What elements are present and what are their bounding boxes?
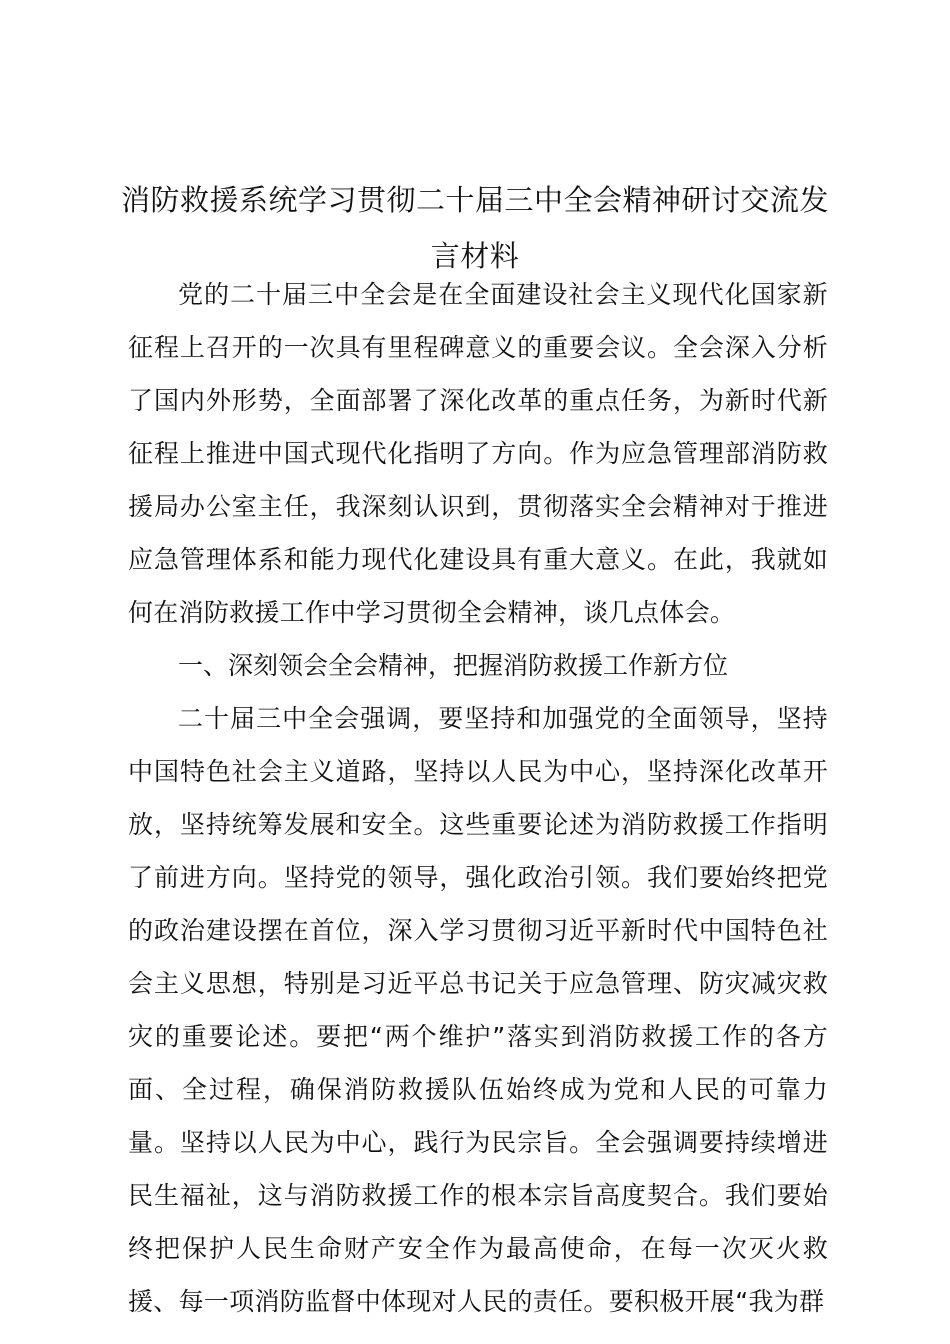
- section-1-paragraph: 二十届三中全会强调，要坚持和加强党的全面领导，坚持中国特色社会主义道路，坚持以人民为中心，坚持深化改革开放，坚持统筹发展和安全。这些重要论述为消防救援工作指明了前进方向。坚持党的领导，强化政治引领。我们要始终把党的政治建设摆在首位，深入学习贯彻习近平新时代中国特色社会主义思想，特别是习近平总书记关于应急管理、防灾减灾救灾的重要论述。要把“两个维护”落实到消防救援工作的各方面、全过程，确保消防救援队伍始终成为党和人民的可靠力量。坚持以人民为中心，践行为民宗旨。全会强调要持续增进民生福祉，这与消防救援工作的根本宗旨高度契合。我们要始终把保护人民生命财产安全作为最高使命，在每一次灭火救援、每一项消防监督中体现对人民的责任。要积极开展“我为群: [128, 704, 828, 1316]
- intro-paragraph: 党的二十届三中全会是在全面建设社会主义现代化国家新征程上召开的一次具有里程碑意义的重要会议。全会深入分析了国内外形势，全面部署了深化改革的重点任务，为新时代新征程上推进中国式现代化指明了方向。作为应急管理部消防救援局办公室主任，我深刻认识到，贯彻落实全会精神对于推进应急管理体系和能力现代化建设具有重大意义。在此，我就如何在消防救援工作中学习贯彻全会精神，谈几点体会。: [128, 280, 828, 627]
- document-body: [128, 268, 828, 1328]
- document-title: 消防救援系统学习贯彻二十届三中全会精神研讨交流发言材料: [120, 183, 829, 273]
- section-heading-1: 一、深刻领会全会精神，把握消防救援工作新方位: [178, 651, 729, 680]
